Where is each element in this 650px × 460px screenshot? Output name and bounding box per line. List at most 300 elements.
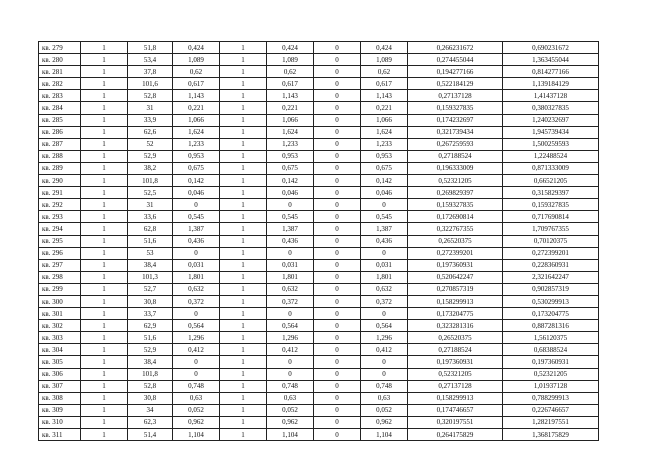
table-cell: 1 [81,247,128,259]
apartment-label-cell: кв. 306 [39,368,81,380]
table-cell: 0,412 [361,344,408,356]
table-cell: 1,089 [361,54,408,66]
table-cell: 101,8 [128,175,173,187]
table-row [39,78,599,90]
table-cell: 0,26520375 [408,332,503,344]
table-cell: 0 [314,344,361,356]
table-cell: 1 [220,380,267,392]
table-cell: 1 [220,162,267,174]
table-cell: 0,27188524 [408,150,503,162]
table-cell: 0 [314,199,361,211]
table-row [39,344,599,356]
table-cell: 0,52321205 [408,368,503,380]
table-cell: 1 [81,54,128,66]
table-cell: 0 [314,54,361,66]
table-cell: 0,274455044 [408,54,503,66]
table-cell: 1 [220,259,267,271]
table-cell: 0 [314,162,361,174]
table-cell: 38,4 [128,356,173,368]
table-cell: 1 [81,295,128,307]
table-cell: 0 [314,42,361,54]
table-cell: 1 [220,223,267,235]
table-cell: 0,632 [173,283,220,295]
table-cell: 0 [173,356,220,368]
table-cell: 1 [81,187,128,199]
apartment-label-cell: кв. 300 [39,295,81,307]
table-cell: 1,801 [361,271,408,283]
apartment-label-cell: кв. 284 [39,102,81,114]
table-cell: 0,27137128 [408,90,503,102]
apartment-label-cell: кв. 311 [39,429,81,441]
table-cell: 1,296 [173,332,220,344]
table-cell: 0 [173,368,220,380]
table-row [39,126,599,138]
apartment-data-table [38,41,599,441]
table-cell: 1 [220,126,267,138]
table-cell: 0,62 [267,66,314,78]
table-cell: 30,8 [128,392,173,404]
table-cell: 51,6 [128,235,173,247]
table-cell: 62,3 [128,416,173,428]
table-cell: 1,41437128 [503,90,599,102]
table-cell: 1 [81,102,128,114]
table-cell: 52,8 [128,90,173,102]
table-cell: 0,962 [361,416,408,428]
table-cell: 0,142 [173,175,220,187]
table-cell: 1,066 [267,114,314,126]
table-cell: 1 [220,150,267,162]
table-cell: 0 [314,392,361,404]
table-cell: 1 [81,114,128,126]
table-cell: 38,2 [128,162,173,174]
table-cell: 1,104 [361,429,408,441]
table-cell: 31 [128,102,173,114]
table-cell: 1 [220,404,267,416]
table-cell: 1 [220,42,267,54]
table-cell: 0,617 [361,78,408,90]
table-cell: 0 [267,308,314,320]
table-cell: 0,675 [361,162,408,174]
table-cell: 1,139184129 [503,78,599,90]
table-cell: 1 [81,138,128,150]
table-row [39,199,599,211]
table-cell: 1 [81,368,128,380]
table-cell: 0,436 [361,235,408,247]
table-cell: 0,031 [173,259,220,271]
table-cell: 1,066 [361,114,408,126]
table-cell: 1 [220,175,267,187]
table-cell: 0,372 [267,295,314,307]
table-row [39,283,599,295]
table-cell: 1,500259593 [503,138,599,150]
table-cell: 0 [361,368,408,380]
apartment-label-cell: кв. 282 [39,78,81,90]
table-cell: 1 [81,416,128,428]
apartment-label-cell: кв. 293 [39,211,81,223]
table-cell: 30,8 [128,295,173,307]
table-cell: 1,387 [361,223,408,235]
table-cell: 0,315829397 [503,187,599,199]
table-cell: 53 [128,247,173,259]
table-cell: 0,321739434 [408,126,503,138]
table-cell: 1 [220,247,267,259]
table-cell: 0,953 [173,150,220,162]
table-cell: 1 [220,429,267,441]
table-cell: 0,63 [361,392,408,404]
table-cell: 0,269829397 [408,187,503,199]
table-row [39,150,599,162]
table-cell: 1,233 [267,138,314,150]
table-cell: 52,8 [128,380,173,392]
table-cell: 0,052 [267,404,314,416]
apartment-label-cell: кв. 281 [39,66,81,78]
table-cell: 1,624 [173,126,220,138]
table-cell: 52,5 [128,187,173,199]
table-cell: 0,174232697 [408,114,503,126]
table-cell: 0 [314,235,361,247]
table-cell: 0,953 [267,150,314,162]
table-cell: 1,240232697 [503,114,599,126]
table-cell: 1 [81,66,128,78]
table-cell: 1 [81,175,128,187]
table-cell: 0,174746657 [408,404,503,416]
table-cell: 0 [361,356,408,368]
table-cell: 0 [314,138,361,150]
apartment-label-cell: кв. 291 [39,187,81,199]
table-cell: 0 [361,247,408,259]
table-cell: 0,522184129 [408,78,503,90]
apartment-label-cell: кв. 288 [39,150,81,162]
table-cell: 0,159327835 [503,199,599,211]
table-cell: 0,031 [267,259,314,271]
table-row [39,175,599,187]
table-cell: 0,380327835 [503,102,599,114]
table-cell: 0 [314,320,361,332]
table-cell: 0 [314,271,361,283]
table-row [39,271,599,283]
table-cell: 0 [267,247,314,259]
table-cell: 0 [314,114,361,126]
table-cell: 51,4 [128,429,173,441]
table-cell: 0,564 [267,320,314,332]
table-cell: 1 [81,162,128,174]
apartment-label-cell: кв. 283 [39,90,81,102]
table-cell: 51,8 [128,42,173,54]
table-cell: 52,9 [128,344,173,356]
table-row [39,368,599,380]
table-cell: 1,143 [267,90,314,102]
table-cell: 0,412 [267,344,314,356]
table-cell: 1,387 [267,223,314,235]
table-cell: 0,66521205 [503,175,599,187]
table-cell: 0,158299913 [408,295,503,307]
table-cell: 0,424 [361,42,408,54]
table-cell: 0,520642247 [408,271,503,283]
table-cell: 1 [81,271,128,283]
table-cell: 1 [220,235,267,247]
apartment-label-cell: кв. 296 [39,247,81,259]
table-cell: 0,962 [173,416,220,428]
table-cell: 1 [81,356,128,368]
table-cell: 1,089 [173,54,220,66]
table-cell: 1,22488524 [503,150,599,162]
table-cell: 0 [173,308,220,320]
table-row [39,380,599,392]
table-cell: 0,372 [173,295,220,307]
table-cell: 1,104 [173,429,220,441]
table-cell: 0,197360931 [408,356,503,368]
apartment-label-cell: кв. 301 [39,308,81,320]
table-cell: 31 [128,199,173,211]
table-cell: 0 [314,175,361,187]
table-cell: 0,197360931 [408,259,503,271]
table-cell: 0,675 [173,162,220,174]
table-cell: 1 [81,235,128,247]
table-cell: 0,62 [173,66,220,78]
table-cell: 1 [81,259,128,271]
table-cell: 0,159327835 [408,199,503,211]
table-cell: 1 [81,308,128,320]
table-cell: 1,387 [173,223,220,235]
table-row [39,211,599,223]
table-cell: 1 [81,211,128,223]
table-cell: 0 [314,283,361,295]
table-cell: 0,031 [361,259,408,271]
table-cell: 0,221 [361,102,408,114]
table-cell: 1,233 [173,138,220,150]
table-cell: 52,9 [128,150,173,162]
table-cell: 1,143 [361,90,408,102]
table-row [39,308,599,320]
table-row [39,429,599,441]
table-cell: 1 [220,78,267,90]
table-cell: 1 [220,211,267,223]
table-cell: 1 [220,187,267,199]
table-cell: 1 [81,42,128,54]
table-cell: 0,70120375 [503,235,599,247]
table-cell: 1,363455044 [503,54,599,66]
table-cell: 0 [314,223,361,235]
table-cell: 0 [314,247,361,259]
table-cell: 1 [220,66,267,78]
table-cell: 0 [314,187,361,199]
table-cell: 1 [220,332,267,344]
table-cell: 0,142 [267,175,314,187]
table-cell: 1 [220,54,267,66]
table-cell: 1 [220,90,267,102]
table-cell: 1,066 [173,114,220,126]
apartment-label-cell: кв. 297 [39,259,81,271]
table-cell: 0,63 [267,392,314,404]
table-cell: 0,564 [173,320,220,332]
table-cell: 0,814277166 [503,66,599,78]
table-cell: 1,801 [173,271,220,283]
table-cell: 1,56120375 [503,332,599,344]
table-cell: 0,046 [361,187,408,199]
table-cell: 0,748 [173,380,220,392]
table-cell: 0,27188524 [408,344,503,356]
table-cell: 0 [173,247,220,259]
table-row [39,247,599,259]
table-cell: 0 [314,66,361,78]
table-cell: 0,748 [361,380,408,392]
table-cell: 0,172690814 [408,211,503,223]
table-row [39,235,599,247]
table-row [39,404,599,416]
table-cell: 1,709767355 [503,223,599,235]
table-cell: 0,63 [173,392,220,404]
table-cell: 1 [220,320,267,332]
table-cell: 1 [81,223,128,235]
apartment-label-cell: кв. 303 [39,332,81,344]
table-cell: 0,530299913 [503,295,599,307]
table-cell: 1 [81,78,128,90]
table-cell: 1 [220,295,267,307]
table-cell: 37,8 [128,66,173,78]
table-cell: 1 [220,392,267,404]
table-cell: 0,675 [267,162,314,174]
table-cell: 1 [220,114,267,126]
table-cell: 0,564 [361,320,408,332]
table-cell: 0,748 [267,380,314,392]
table-cell: 0,545 [267,211,314,223]
table-cell: 0,173204775 [503,308,599,320]
table-cell: 1 [81,392,128,404]
apartment-label-cell: кв. 279 [39,42,81,54]
apartment-label-cell: кв. 310 [39,416,81,428]
table-cell: 1 [220,271,267,283]
table-cell: 0,264175829 [408,429,503,441]
table-cell: 1 [220,308,267,320]
table-cell: 1 [220,102,267,114]
table-cell: 0,52321205 [503,368,599,380]
table-cell: 0 [314,150,361,162]
table-row [39,259,599,271]
table-cell: 0,142 [361,175,408,187]
table-cell: 0 [314,90,361,102]
table-cell: 0 [314,211,361,223]
table-row [39,66,599,78]
table-cell: 0 [314,356,361,368]
table-cell: 0,266231672 [408,42,503,54]
table-cell: 0,632 [361,283,408,295]
table-cell: 1,624 [267,126,314,138]
table-cell: 0,046 [267,187,314,199]
table-cell: 1 [81,404,128,416]
table-cell: 33,7 [128,308,173,320]
table-cell: 0,717690814 [503,211,599,223]
table-cell: 1,945739434 [503,126,599,138]
apartment-label-cell: кв. 285 [39,114,81,126]
apartment-label-cell: кв. 286 [39,126,81,138]
table-cell: 33,9 [128,114,173,126]
table-cell: 0,788299913 [503,392,599,404]
table-cell: 0 [173,199,220,211]
table-cell: 0,228360931 [503,259,599,271]
apartment-label-cell: кв. 280 [39,54,81,66]
table-cell: 0,052 [361,404,408,416]
table-cell: 0,27137128 [408,380,503,392]
table-cell: 0,412 [173,344,220,356]
table-row [39,187,599,199]
table-cell: 0 [314,126,361,138]
table-cell: 101,3 [128,271,173,283]
table-cell: 0,953 [361,150,408,162]
table-cell: 0 [314,404,361,416]
table-cell: 0 [314,416,361,428]
apartment-label-cell: кв. 298 [39,271,81,283]
table-cell: 0,62 [361,66,408,78]
table-cell: 1 [81,320,128,332]
table-cell: 1 [81,90,128,102]
table-cell: 1 [81,332,128,344]
apartment-label-cell: кв. 294 [39,223,81,235]
table-cell: 1 [81,150,128,162]
table-cell: 0,52321205 [408,175,503,187]
table-row [39,356,599,368]
table-cell: 0 [314,78,361,90]
table-row [39,416,599,428]
table-row [39,102,599,114]
table-row [39,54,599,66]
table-cell: 38,4 [128,259,173,271]
table-cell: 1,104 [267,429,314,441]
table-cell: 0,221 [173,102,220,114]
table-cell: 1,368175829 [503,429,599,441]
table-row [39,90,599,102]
table-cell: 0 [314,308,361,320]
table-cell: 0 [314,429,361,441]
table-cell: 1,143 [173,90,220,102]
table-cell: 1 [81,380,128,392]
apartment-label-cell: кв. 290 [39,175,81,187]
apartment-label-cell: кв. 299 [39,283,81,295]
table-cell: 0 [314,380,361,392]
table-cell: 0,372 [361,295,408,307]
table-cell: 1 [81,126,128,138]
apartment-label-cell: кв. 289 [39,162,81,174]
table-cell: 0 [314,295,361,307]
table-cell: 33,6 [128,211,173,223]
table-cell: 0 [267,356,314,368]
table-cell: 1,801 [267,271,314,283]
table-cell: 0,046 [173,187,220,199]
table-row [39,223,599,235]
table-cell: 1 [220,368,267,380]
table-row [39,332,599,344]
table-row [39,162,599,174]
table-cell: 51,6 [128,332,173,344]
table-cell: 0,194277166 [408,66,503,78]
table-cell: 0,272399201 [503,247,599,259]
apartment-label-cell: кв. 302 [39,320,81,332]
table-cell: 0,322767355 [408,223,503,235]
table-cell: 0,159327835 [408,102,503,114]
apartment-label-cell: кв. 304 [39,344,81,356]
apartment-label-cell: кв. 292 [39,199,81,211]
table-cell: 0,632 [267,283,314,295]
apartment-label-cell: кв. 309 [39,404,81,416]
table-cell: 1 [81,283,128,295]
table-cell: 1,01937128 [503,380,599,392]
table-cell: 0 [314,102,361,114]
table-cell: 1 [220,199,267,211]
table-cell: 0,68388524 [503,344,599,356]
table-cell: 0 [314,332,361,344]
table-cell: 52 [128,138,173,150]
table-cell: 62,6 [128,126,173,138]
table-cell: 1,624 [361,126,408,138]
